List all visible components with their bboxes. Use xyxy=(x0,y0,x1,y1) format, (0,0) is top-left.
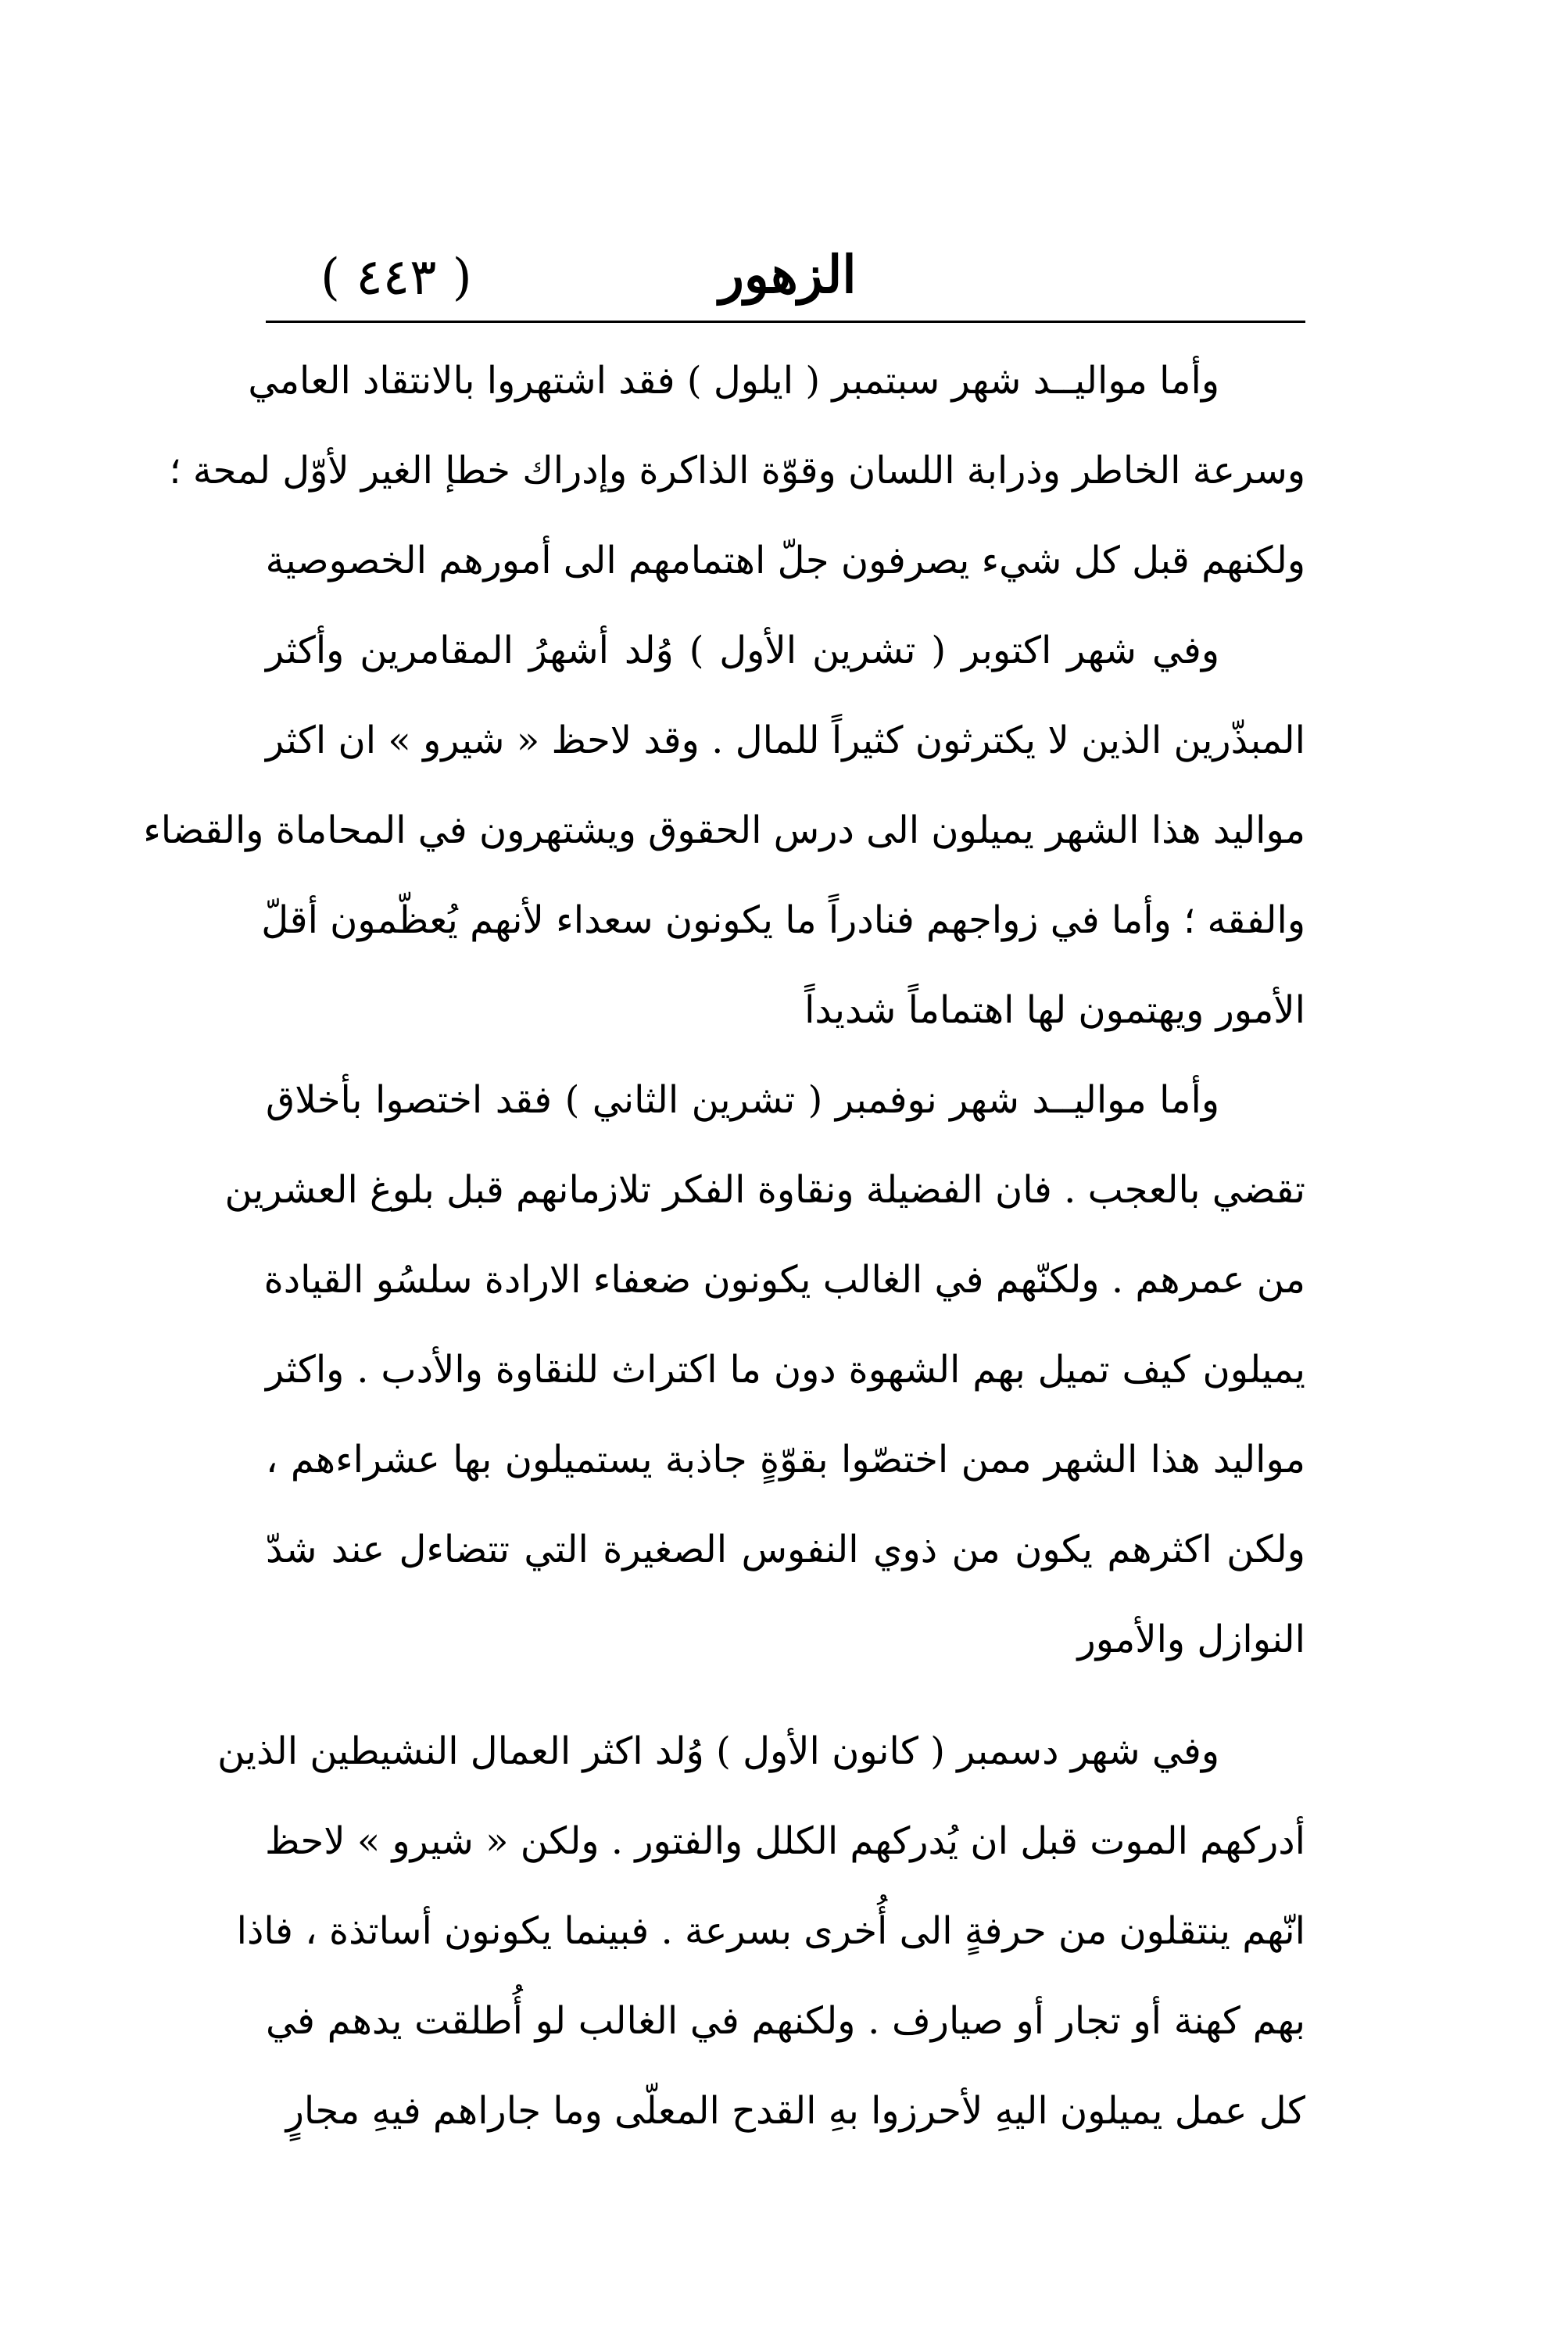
text-line: وسرعة الخاطر وذرابة اللسان وقوّة الذاكرة وإدراك خطإ الغير لأوّل لمحة ؛ xyxy=(169,449,1305,493)
page-number: ( ٤٤٣ ) xyxy=(320,249,472,306)
text-line: كل عمل يميلون اليهِ لأحرزوا بهِ القدح المعلّى وما جاراهم فيهِ مجارٍ xyxy=(285,2089,1305,2133)
header-rule xyxy=(266,321,1305,323)
text-line: وفي شهر اكتوبر ( تشرين الأول ) وُلد أشهرُ المقامرين وأكثر xyxy=(266,629,1219,672)
body-text xyxy=(143,336,1305,2156)
text-line: من عمرهم . ولكنّهم في الغالب يكونون ضعفاء الارادة سلسُو القيادة xyxy=(263,1258,1305,1302)
text-line: المبذّرين الذين لا يكترثون كثيراً للمال . وقد لاحظ « شيرو » ان اكثر xyxy=(266,718,1305,762)
text-line: والفقه ؛ وأما في زواجهم فنادراً ما يكونون سعداء لأنهم يُعظّمون أقلّ xyxy=(261,898,1305,942)
text-line: ولكنهم قبل كل شيء يصرفون جلّ اهتمامهم الى أمورهم الخصوصية xyxy=(265,539,1305,582)
text-line: يميلون كيف تميل بهم الشهوة دون ما اكتراث للنقاوة والأدب . واكثر xyxy=(266,1348,1305,1392)
paragraph-gap xyxy=(266,1685,1305,1707)
running-title: الزهور xyxy=(719,244,857,305)
text-line: تقضي بالعجب . فان الفضيلة ونقاوة الفكر تلازمانهم قبل بلوغ العشرين xyxy=(224,1168,1305,1212)
text-line: النوازل والأمور xyxy=(1077,1618,1305,1661)
text-line: أدركهم الموت قبل ان يُدركهم الكلل والفتور . ولكن « شيرو » لاحظ xyxy=(264,1819,1305,1863)
text-line: مواليد هذا الشهر يميلون الى درس الحقوق ويشتهرون في المحاماة والقضاء xyxy=(143,808,1305,852)
text-line: ولكن اكثرهم يكون من ذوي النفوس الصغيرة التي تتضاءل عند شدّ xyxy=(266,1528,1305,1571)
text-line: بهم كهنة أو تجار أو صيارف . ولكنهم في الغالب لو أُطلقت يدهم في xyxy=(266,1999,1305,2043)
text-line: وأما مواليــد شهر سبتمبر ( ايلول ) فقد اشتهروا بالانتقاد العامي xyxy=(248,359,1219,403)
text-line: الأمور ويهتمون لها اهتماماً شديداً xyxy=(804,988,1305,1032)
text-line: وفي شهر دسمبر ( كانون الأول ) وُلد اكثر العمال النشيطين الذين xyxy=(217,1729,1219,1773)
text-line: وأما مواليــد شهر نوفمبر ( تشرين الثاني ) فقد اختصوا بأخلاق xyxy=(266,1078,1219,1122)
text-line: مواليد هذا الشهر ممن اختصّوا بقوّةٍ جاذبة يستميلون بها عشراءهم ، xyxy=(266,1438,1305,1482)
text-line: انّهم ينتقلون من حرفةٍ الى أُخرى بسرعة . فبينما يكونون أساتذة ، فاذا xyxy=(236,1909,1305,1953)
page-header xyxy=(266,235,1305,321)
